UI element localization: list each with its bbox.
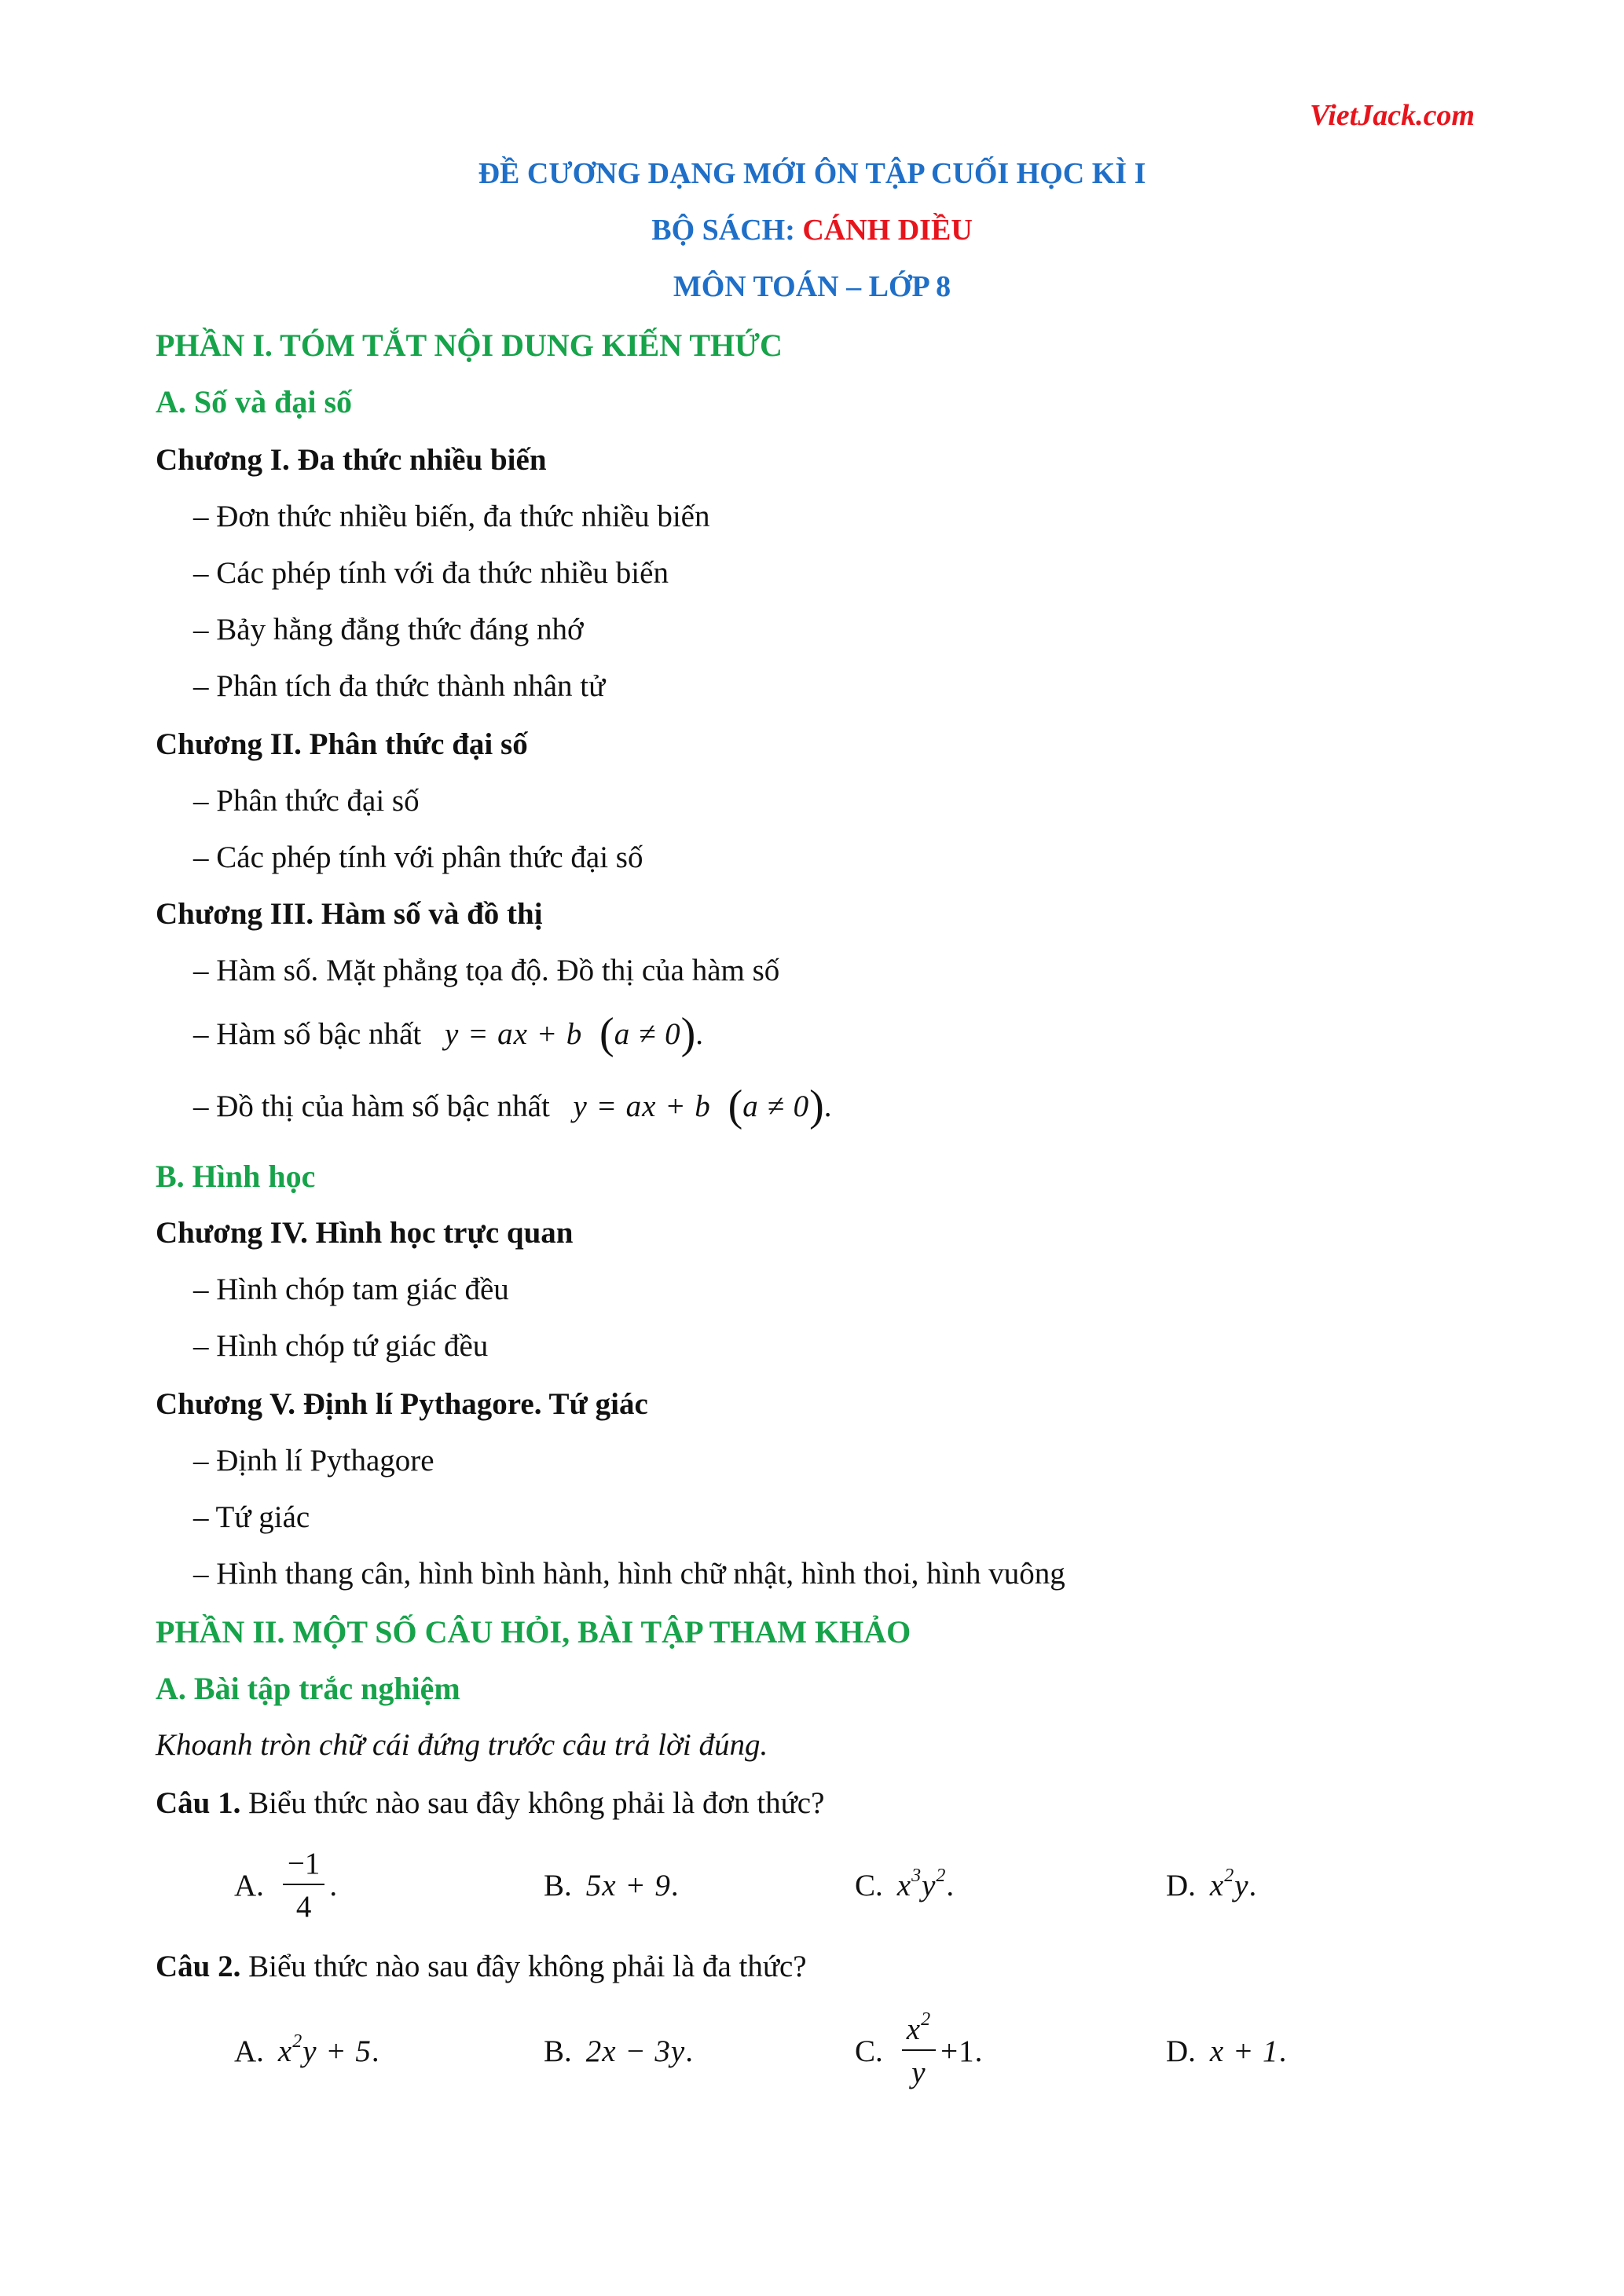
option-expression: 5x + 9 [585,1868,671,1902]
chapter-1-title: Chương I. Đa thức nhiều biến [156,443,547,477]
chapter-5-item: – Tứ giác [193,1500,310,1534]
chapter-4-item: – Hình chóp tứ giác đều [193,1329,489,1363]
question-2 [156,1951,807,1982]
option-expression: x + 1 [1209,2034,1279,2068]
doc-title-line2 [0,215,1624,245]
doc-title-line3: MÔN TOÁN – LỚP 8 [673,270,951,303]
fraction-denominator: 4 [295,1890,312,1924]
option-expression: $x^3y^2$ [896,1865,947,1902]
fraction-numerator: −1 [283,1848,325,1885]
q2-option-b[interactable]: B. 2x − 3y . [544,2034,693,2068]
linear-formula: y = ax + b [573,1089,711,1123]
brand-watermark: VietJack.com [1309,99,1475,132]
linear-formula: y = ax + b [445,1017,583,1051]
fraction-numerator: $x^2$ [902,2014,936,2051]
fraction-denominator: y [911,2056,926,2089]
chapter-2-item: – Các phép tính với phân thức đại số [193,840,643,874]
instruction: Khoanh tròn chữ cái đứng trước câu trả lời đúng. [156,1728,768,1762]
chapter-3-item-linear-function: – Hàm số bậc nhất y = ax + b (a ≠ 0). [193,1009,703,1058]
q1-option-a[interactable]: A. $\frac{-1}{4}$ . [234,1847,338,1924]
fraction [283,1848,325,1922]
chapter-4-title: Chương IV. Hình học trực quan [156,1216,574,1250]
q2-option-d[interactable]: D. x + 1 . [1166,2034,1287,2068]
linear-condition: a ≠ 0 [742,1089,810,1123]
item-text: – Hàm số bậc nhất [193,1017,422,1051]
book-series-name: CÁNH DIỀU [802,214,973,247]
option-letter: B. [544,2034,572,2068]
chapter-5-title: Chương V. Định lí Pythagore. Tứ giác [156,1387,648,1421]
q2-option-a[interactable]: A. $x^2y + 5$ . [234,2031,379,2068]
doc-title-line1: ĐỀ CƯƠNG DẠNG MỚI ÔN TẬP CUỐI HỌC KÌ I [478,157,1146,190]
part2-heading: PHẦN II. MỘT SỐ CÂU HỎI, BÀI TẬP THAM KHẢO [156,1614,911,1650]
chapter-1-item: – Phân tích đa thức thành nhân tử [193,669,606,703]
chapter-5-item: – Hình thang cân, hình bình hành, hình chữ nhật, hình thoi, hình vuông [193,1557,1065,1591]
chapter-4-item: – Hình chóp tam giác đều [193,1273,509,1306]
chapter-3-item: – Hàm số. Mặt phẳng tọa độ. Đồ thị của hàm số [193,954,780,987]
q2-option-c[interactable]: C. $\frac{x^2}{y}$ +1 . [855,2009,983,2089]
chapter-2-title: Chương II. Phân thức đại số [156,727,528,761]
option-expression: 2x − 3y [585,2034,686,2068]
fraction [902,2009,936,2089]
part1-heading: PHẦN I. TÓM TẮT NỘI DUNG KIẾN THỨC [156,328,783,363]
chapter-3-title: Chương III. Hàm số và đồ thị [156,897,543,931]
option-tail: +1 [940,2034,975,2068]
question-text: Biểu thức nào sau đây không phải là đa thức? [240,1950,807,1983]
question-1 [156,1788,824,1818]
chapter-3-item-linear-graph: – Đồ thị của hàm số bậc nhất y = ax + b (a ≠ 0). [193,1082,832,1130]
chapter-1-item: – Bảy hằng đẳng thức đáng nhớ [193,613,584,646]
question-label: Câu 2. [156,1950,241,1983]
part1-section-a: A. Số và đại số [156,384,353,419]
q1-option-d[interactable]: D. $x^2y$ . [1166,1865,1257,1902]
book-series-label: BỘ SÁCH: [651,214,803,247]
part2-section-a: A. Bài tập trắc nghiệm [156,1671,460,1706]
option-letter: C. [855,2034,883,2068]
option-letter: D. [1166,1868,1196,1902]
option-expression: $x^2y + 5$ [277,2031,372,2068]
option-letter: A. [234,1868,264,1902]
chapter-2-item: – Phân thức đại số [193,784,420,818]
option-letter: A. [234,2034,264,2068]
part1-section-b: B. Hình học [156,1159,316,1194]
item-text: – Đồ thị của hàm số bậc nhất [193,1089,550,1123]
chapter-5-item: – Định lí Pythagore [193,1444,434,1478]
chapter-1-item: – Đơn thức nhiều biến, đa thức nhiều biến [193,500,710,533]
linear-condition: a ≠ 0 [614,1017,681,1051]
option-letter: B. [544,1868,572,1902]
question-label: Câu 1. [156,1786,241,1820]
q1-option-b[interactable]: B. 5x + 9 . [544,1868,679,1902]
q1-option-c[interactable]: C. $x^3y^2$ . [855,1865,955,1902]
option-letter: D. [1166,2034,1196,2068]
question-text: Biểu thức nào sau đây không phải là đơn thức? [240,1786,825,1820]
chapter-1-item: – Các phép tính với đa thức nhiều biến [193,556,669,590]
option-letter: C. [855,1868,883,1902]
option-expression: $x^2y$ [1209,1865,1249,1902]
